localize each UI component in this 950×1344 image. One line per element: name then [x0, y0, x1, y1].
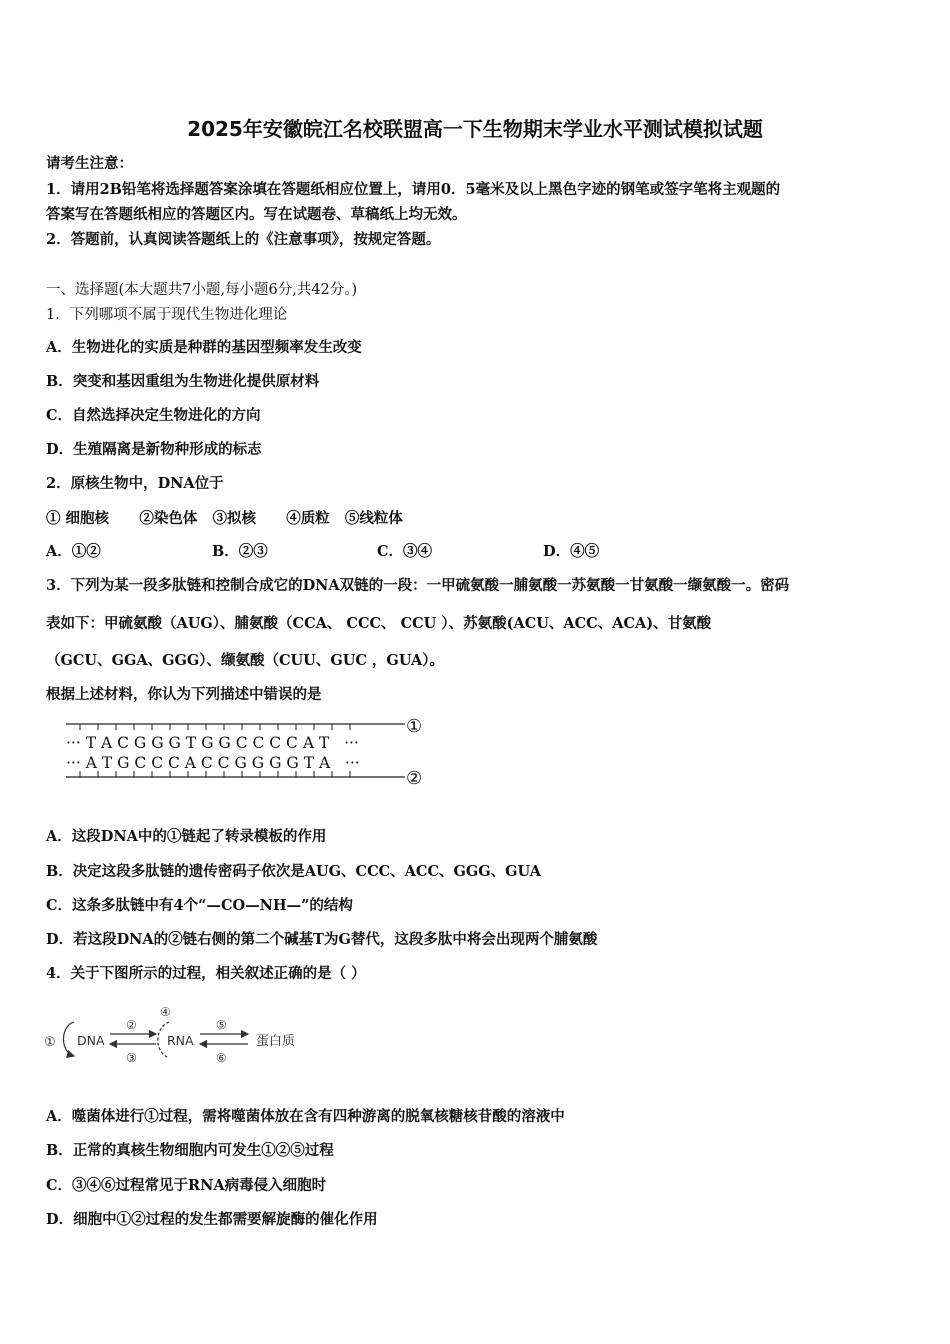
q3-option-d: D．若这段DNA的②链右侧的第二个碱基T为G替代，这段多肽中将会出现两个脯氨酸: [46, 931, 598, 948]
q3-option-c: C．这条多肽链中有4个“—CO—NH—”的结构: [46, 897, 353, 914]
q1-option-c: C．自然选择决定生物进化的方向: [46, 407, 261, 424]
strand-1-sequence: ··· T A C G G G T G G C C C C A T ···: [66, 734, 359, 752]
process-2-label: ②: [126, 1018, 137, 1032]
section-heading: 一、选择题(本大题共7小题,每小题6分,共42分。): [46, 282, 358, 298]
q3-option-b: B．决定这段多肽链的遗传密码子依次是AUG、CCC、ACC、GGG、GUA: [46, 863, 541, 880]
notice-line-1: 1．请用2B铅笔将选择题答案涂填在答题纸相应位置上，请用0．5毫米及以上黑色字迹的钢笔或签字笔将主观题的: [46, 181, 781, 198]
replication-arc: [64, 1022, 75, 1056]
rna-label: RNA: [167, 1033, 194, 1048]
q1-option-b: B．突变和基因重组为生物进化提供原材料: [46, 373, 320, 390]
notice-line-1b: 答案写在答题纸相应的答题区内。写在试题卷、草稿纸上均无效。: [46, 206, 467, 223]
q3-stem-3: （GCU、GGA、GGG）、缬氨酸（CUU、GUC ，GUA）。: [46, 652, 445, 669]
q4-option-b: B．正常的真核生物细胞内可发生①②⑤过程: [46, 1142, 334, 1159]
q2-stem: 2．原核生物中，DNA位于: [46, 475, 224, 492]
q1-option-d: D．生殖隔离是新物种形成的标志: [46, 441, 262, 458]
notice-line-2: 2．答题前，认真阅读答题纸上的《注意事项》，按规定答题。: [46, 231, 441, 248]
q4-stem: 4．关于下图所示的过程，相关叙述正确的是（ ）: [46, 965, 366, 982]
q3-stem-1: 3．下列为某一段多肽链和控制合成它的DNA双链的一段：一甲硫氨酸一脯氨酸一苏氨酸一甘氨酸一缬氨酸一。密码: [46, 577, 790, 594]
q3-stem-2: 表如下：甲硫氨酸（AUG）、脯氨酸（CCA、 CCC、 CCU ）、苏氨酸(ACU、ACC、ACA)、甘氨酸: [46, 615, 712, 632]
q2-option-a: A．①②: [46, 543, 101, 560]
dna-label: DNA: [77, 1033, 105, 1048]
strand-1-ticks: [80, 724, 350, 730]
q4-option-c: C．③④⑥过程常见于RNA病毒侵入细胞时: [46, 1177, 327, 1194]
process-3-label: ③: [126, 1051, 137, 1065]
q2-option-d: D．④⑤: [543, 543, 600, 560]
notice-heading: 请考生注意：: [46, 155, 133, 172]
central-dogma-diagram: [44, 1000, 314, 1066]
process-6-label: ⑥: [216, 1051, 227, 1065]
process-5-label: ⑤: [216, 1018, 227, 1032]
q2-items: ① 细胞核 ②染色体 ③拟核 ④质粒 ⑤线粒体: [46, 510, 403, 527]
strand-2-sequence: ··· A T G C C C A C C G G G G T A ···: [66, 754, 360, 772]
q4-option-d: D．细胞中①②过程的发生都需要解旋酶的催化作用: [46, 1211, 378, 1228]
q3-stem-4: 根据上述材料，你认为下列描述中错误的是: [46, 686, 322, 703]
q1-option-a: A．生物进化的实质是种群的基因型频率发生改变: [46, 339, 362, 356]
q3-option-a: A．这段DNA中的①链起了转录模板的作用: [46, 828, 327, 845]
process-4-label: ④: [160, 1005, 171, 1019]
strand-1-label: ①: [406, 716, 423, 737]
q4-option-a: A．噬菌体进行①过程，需将噬菌体放在含有四种游离的脱氧核糖核苷酸的溶液中: [46, 1108, 565, 1125]
protein-label: 蛋白质: [256, 1034, 296, 1049]
dna-strand-figure: [60, 712, 440, 790]
q2-option-c: C．③④: [377, 543, 433, 560]
process-1-label: ①: [44, 1035, 56, 1050]
q1-stem: 1．下列哪项不属于现代生物进化理论: [46, 307, 288, 323]
q2-option-b: B．②③: [212, 543, 268, 560]
strand-2-label: ②: [406, 768, 423, 789]
page-title: 2025年安徽皖江名校联盟高一下生物期末学业水平测试模拟试题: [187, 117, 763, 141]
